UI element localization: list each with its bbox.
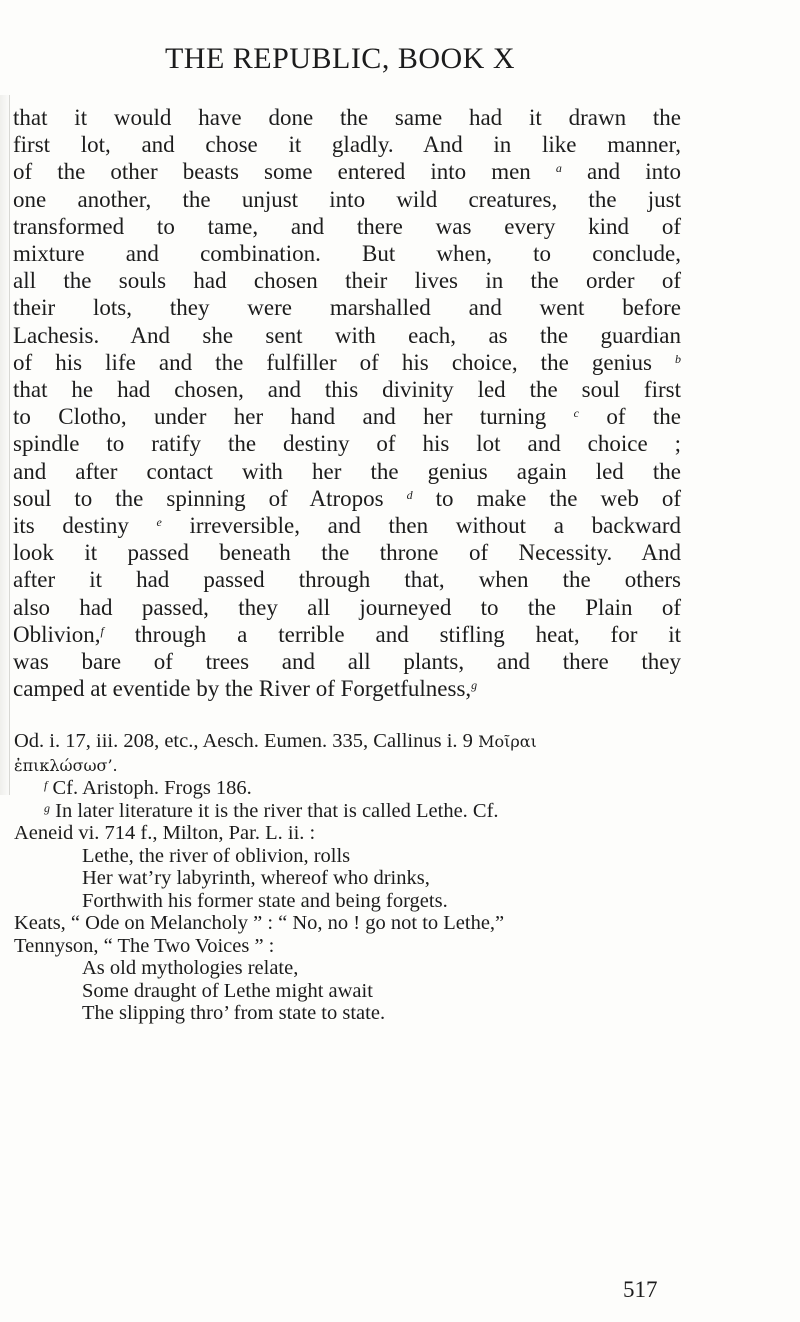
footnote-line: Od. i. 17, iii. 208, etc., Aesch. Eumen. 335, Callinus i. 9 Μοῖραι	[14, 730, 537, 752]
quote-line: Forthwith his former state and being forgets.	[82, 889, 448, 912]
quote-line: Lethe, the river of oblivion, rolls	[82, 844, 351, 867]
footnote-marker: e	[156, 515, 162, 530]
footnote-line: Tennyson, “ The Two Voices ” :	[14, 934, 275, 957]
quote-line: The slipping thro’ from state to state.	[82, 1002, 386, 1024]
text-line: one another, the unjust into wild creatures, the just	[13, 186, 681, 212]
text-line: of the other beasts some entered into men $^a$ and into	[13, 159, 682, 185]
text-line: look it passed beneath the throne of Necessity. And	[13, 540, 681, 566]
text-line: soul to the spinning of Atropos $^d$ to make the web of	[13, 485, 682, 511]
footnotes	[14, 730, 680, 1025]
footnote-line: Keats, “ Ode on Melancholy ” : “ No, no ! go not to Lethe,”	[14, 912, 505, 934]
text-line: also had passed, they all journeyed to the Plain of	[13, 594, 681, 620]
quote-line: Her wat’ry labyrinth, whereof who drinks,	[82, 867, 430, 889]
text-line: transformed to tame, and there was every kind of	[13, 213, 681, 239]
footnote-marker: c	[573, 406, 579, 421]
text-line: Lachesis. And she sent with each, as the guardian	[13, 322, 681, 348]
text-line: of his life and the fulfiller of his choice, the genius $^b$	[13, 349, 682, 375]
footnote-marker: g	[471, 678, 478, 693]
text-line: that he had chosen, and this divinity led the soul first	[13, 377, 681, 403]
text-line: spindle to ratify the destiny of his lot and choice ;	[13, 431, 681, 457]
text-line: Oblivion,$^f$ through a terrible and stifling heat, for it	[13, 621, 682, 647]
text-line: camped at eventide by the River of Forgetfulness,$^g$	[13, 676, 478, 702]
text-line: that it would have done the same had it drawn the	[13, 105, 681, 130]
running-header: THE REPUBLIC, BOOK X	[164, 42, 515, 75]
text-line: to Clotho, under her hand and her turning $^c$ of the	[13, 404, 681, 430]
text-line: its destiny $^e$ irreversible, and then without a backward	[13, 513, 682, 539]
text-line: their lots, they were marshalled and went before	[13, 295, 681, 321]
text-line: mixture and combination. But when, to conclude,	[13, 241, 681, 267]
footnote-f: $^f$ Cf. Aristoph. Frogs 186.	[44, 777, 252, 799]
footnote-g: $^g$ In later literature it is the river that is called Lethe. Cf.	[44, 799, 499, 822]
footnote-line: ἐπικλώσωσ’.	[14, 755, 118, 775]
page-number: 517	[623, 1277, 658, 1302]
footnote-line: Aeneid vi. 714 f., Milton, Par. L. ii. :	[14, 822, 316, 844]
main-text	[13, 104, 681, 702]
text-line: after it had passed through that, when the others	[13, 567, 681, 593]
footnote-marker: d	[406, 487, 413, 502]
book-binding-edge	[0, 95, 10, 795]
text-line: was bare of trees and all plants, and there they	[13, 649, 681, 675]
footnote-marker: f	[100, 623, 104, 638]
footnote-marker: b	[675, 351, 682, 366]
footnote-marker: a	[555, 161, 562, 176]
text-line: first lot, and chose it gladly. And in like manner,	[13, 132, 681, 158]
text-line: and after contact with her the genius again led the	[13, 458, 681, 484]
quote-line: Some draught of Lethe might await	[82, 979, 373, 1002]
text-line: all the souls had chosen their lives in the order of	[13, 268, 681, 294]
quote-line: As old mythologies relate,	[82, 957, 299, 979]
